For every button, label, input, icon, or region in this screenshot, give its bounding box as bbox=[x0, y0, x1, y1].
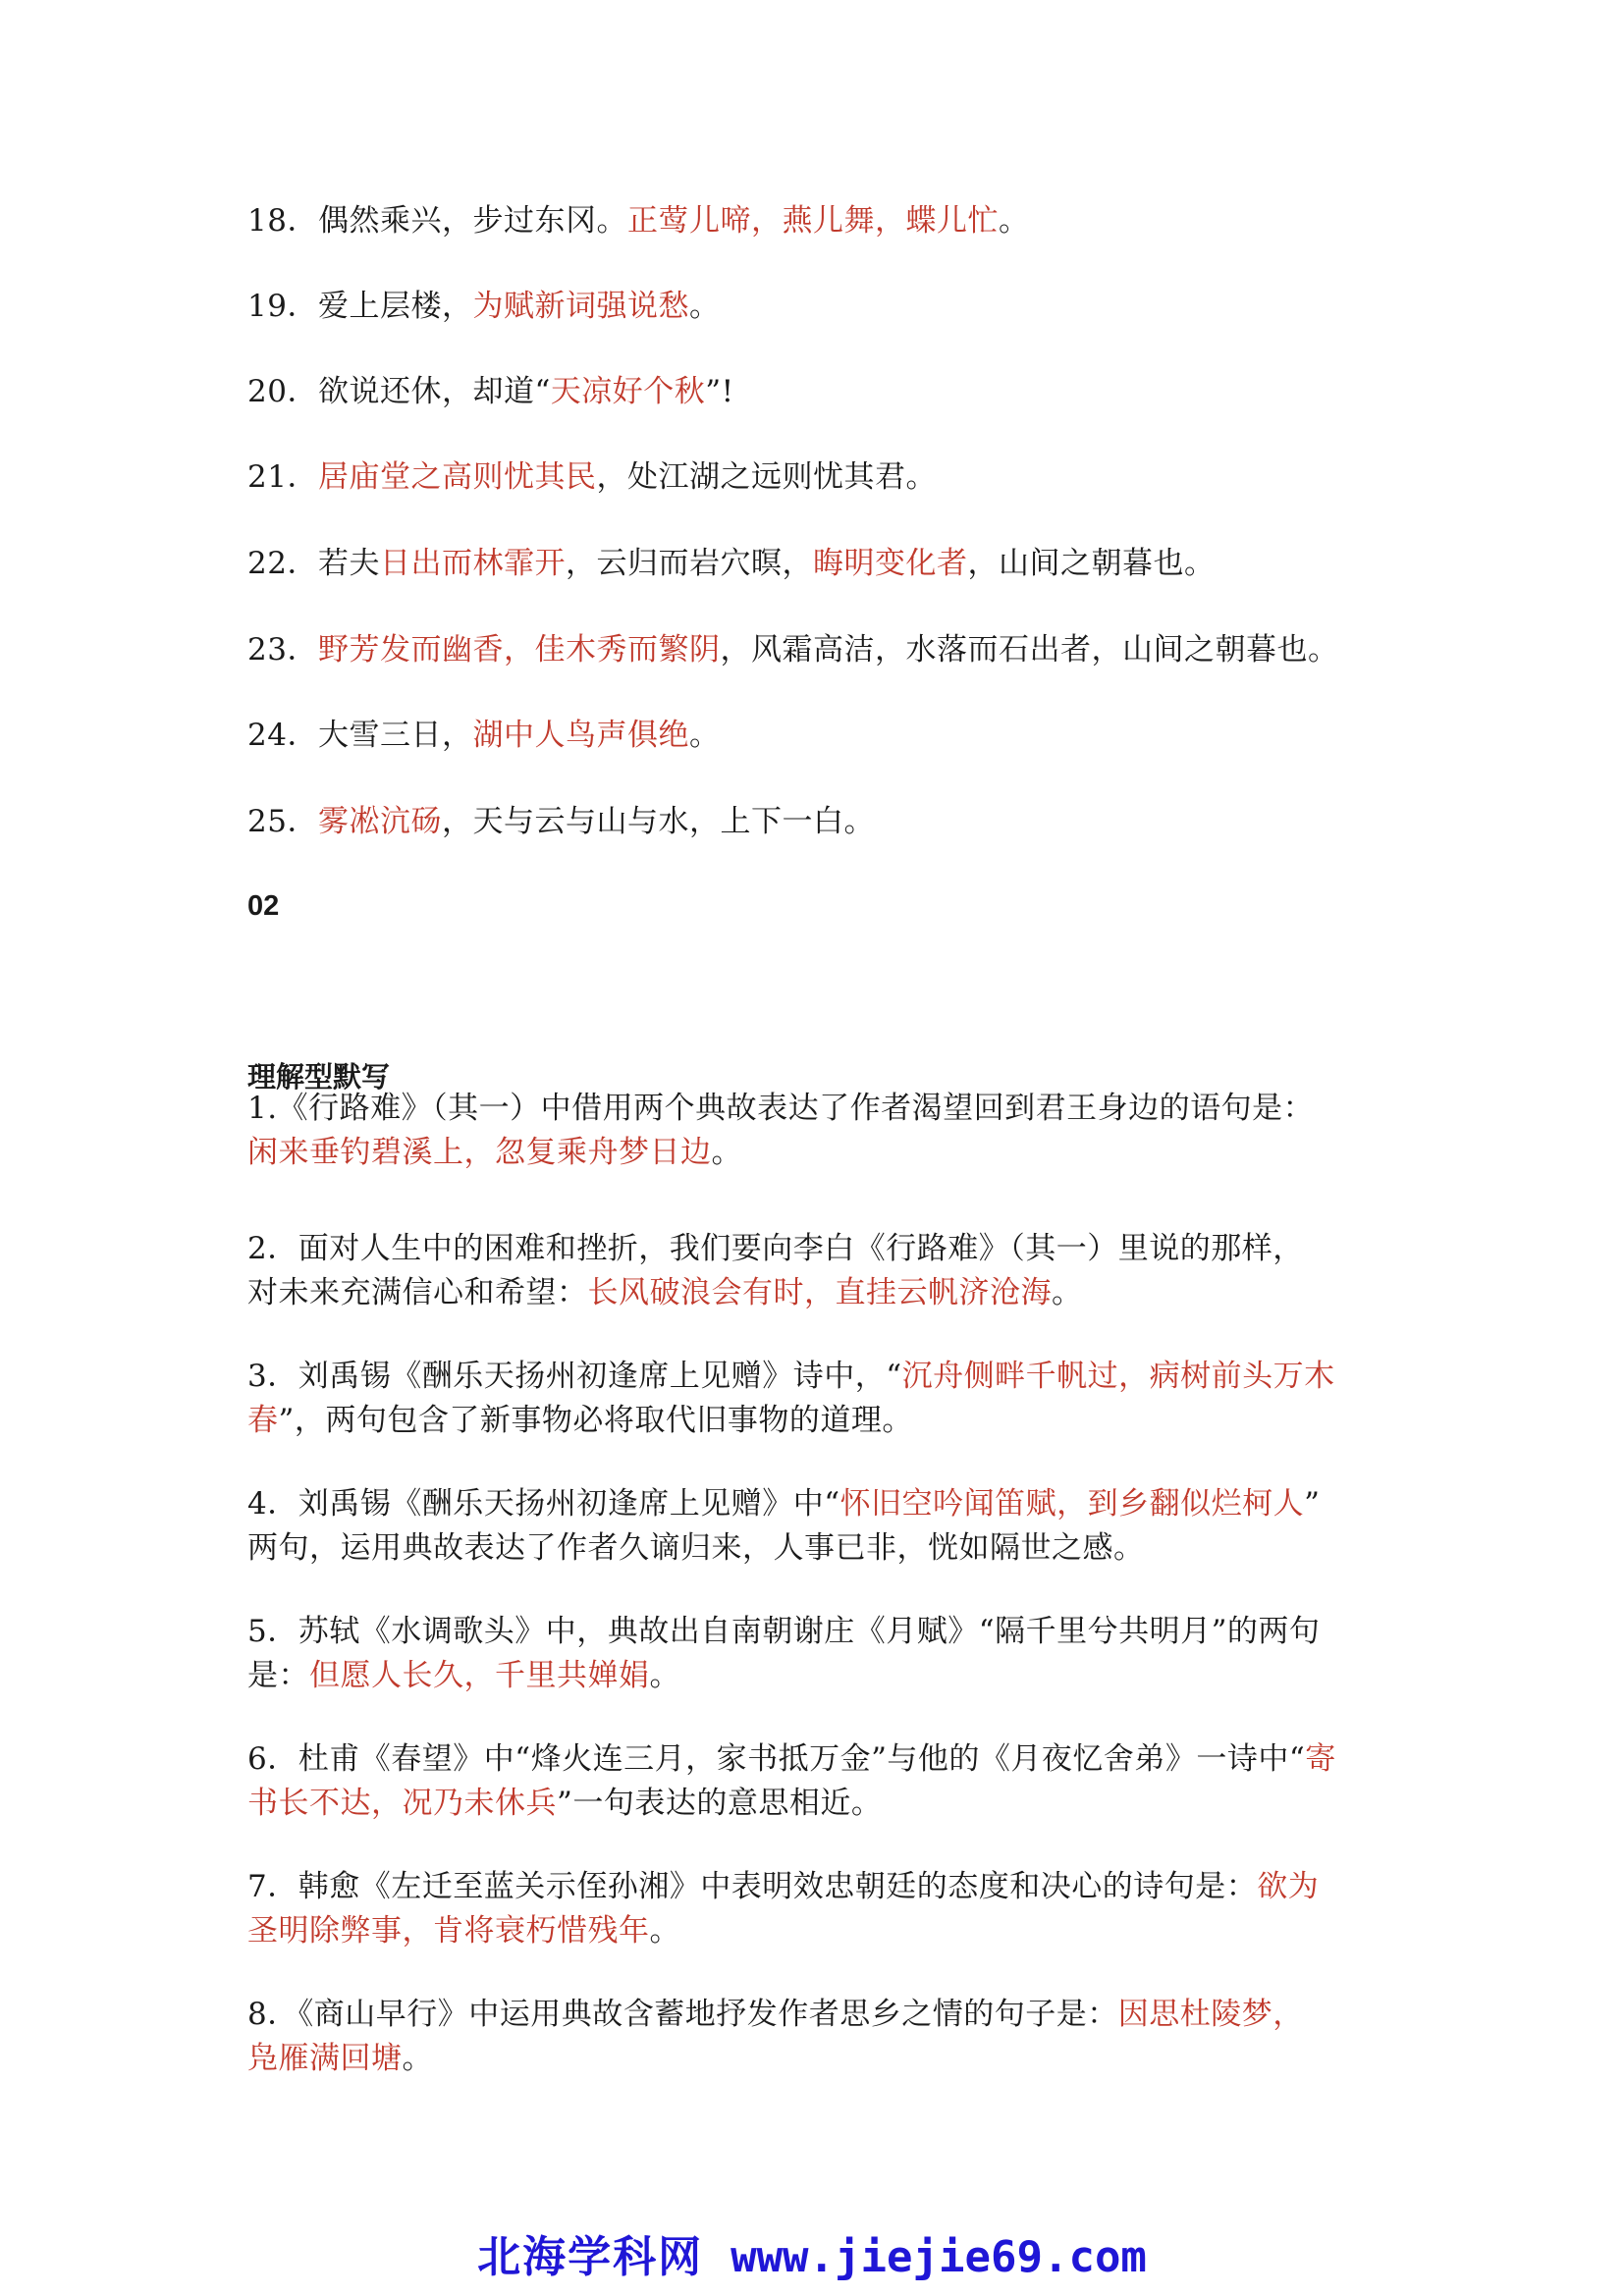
answer-text: 日出而林霏开 bbox=[379, 546, 566, 581]
prompt-text: ，处江湖之远则忧其君。 bbox=[596, 459, 937, 495]
answer-text: 雾凇沆砀 bbox=[317, 804, 442, 839]
fill-in-item bbox=[247, 370, 734, 413]
prompt-text: 6．杜甫《春望》中“烽火连三月，家书抵万金”与他的《月夜忆舍弟》一诗中“ bbox=[247, 1741, 1306, 1777]
fill-in-item bbox=[247, 285, 720, 328]
answer-text: 正莺儿啼，燕儿舞，蝶儿忙 bbox=[626, 203, 999, 239]
fill-in-item bbox=[247, 714, 720, 757]
prompt-text: 20．欲说还休，却道“ bbox=[247, 374, 551, 409]
prompt-text: 23． bbox=[247, 632, 318, 667]
answer-text: 春 bbox=[247, 1403, 279, 1438]
prompt-text: ，天与云与山与水，上下一白。 bbox=[441, 804, 875, 839]
fill-in-item bbox=[247, 455, 937, 499]
prompt-text: 。 bbox=[711, 1135, 742, 1170]
prompt-text: 25． bbox=[247, 804, 318, 839]
answer-text: 湖中人鸟声俱绝 bbox=[472, 718, 689, 753]
prompt-text: 是： bbox=[247, 1658, 309, 1693]
prompt-text: 22．若夫 bbox=[247, 546, 380, 581]
prompt-text: 。 bbox=[688, 718, 721, 753]
prompt-text: 。 bbox=[649, 1658, 680, 1693]
fill-in-item bbox=[247, 800, 875, 843]
fill-in-item bbox=[247, 199, 1029, 242]
question-line bbox=[247, 1399, 913, 1442]
question-line bbox=[247, 1482, 1320, 1525]
section-title: 理解型默写 bbox=[247, 1062, 391, 1094]
answer-text: 圣明除弊事，肯将衰朽惜残年 bbox=[247, 1913, 650, 1949]
question-line bbox=[247, 1865, 1319, 1908]
answer-text: 晦明变化者 bbox=[812, 546, 968, 581]
prompt-text: 。 bbox=[1052, 1275, 1083, 1310]
footer-watermark bbox=[0, 2230, 1624, 2285]
question-line bbox=[247, 1526, 1145, 1570]
answer-text: 但愿人长久，千里共婵娟 bbox=[309, 1658, 650, 1693]
prompt-text: 21． bbox=[247, 459, 318, 495]
answer-text: 闲来垂钓碧溪上，忽复乘舟梦日边 bbox=[247, 1135, 712, 1170]
prompt-text: ”一句表达的意思相近。 bbox=[557, 1786, 883, 1821]
site-url: www.jiejie69.com bbox=[731, 2232, 1147, 2282]
prompt-text: ” bbox=[1304, 1486, 1321, 1522]
prompt-text: 。 bbox=[688, 289, 721, 324]
answer-text: 因思杜陵梦， bbox=[1117, 1997, 1304, 2032]
section-number: 02 bbox=[247, 890, 280, 922]
prompt-text: ，山间之朝暮也。 bbox=[967, 546, 1216, 581]
prompt-text: 3．刘禹锡《酬乐天扬州初逢席上见赠》诗中，“ bbox=[247, 1359, 902, 1394]
question-line bbox=[247, 1993, 1304, 2036]
question-line bbox=[247, 1782, 882, 1825]
prompt-text: ”! bbox=[705, 374, 734, 409]
prompt-text: 5．苏轼《水调歌头》中，典故出自南朝谢庄《月赋》“隔千里兮共明月”的两句 bbox=[247, 1614, 1321, 1649]
answer-text: 为赋新词强说愁 bbox=[472, 289, 689, 324]
prompt-text: 24．大雪三日， bbox=[247, 718, 473, 753]
question-line bbox=[247, 1355, 1335, 1398]
question-line bbox=[247, 1610, 1320, 1653]
answer-text: 野芳发而幽香，佳木秀而繁阴 bbox=[317, 632, 721, 667]
fill-in-item bbox=[247, 542, 1215, 585]
question-line bbox=[247, 1271, 1083, 1314]
prompt-text: 7．韩愈《左迁至蓝关示侄孙湘》中表明效忠朝廷的态度和决心的诗句是： bbox=[247, 1869, 1258, 1904]
site-name: 北海学科网 bbox=[477, 2232, 704, 2282]
question-line bbox=[247, 1737, 1336, 1781]
prompt-text: 对未来充满信心和希望： bbox=[247, 1275, 588, 1310]
question-line bbox=[247, 1654, 680, 1697]
prompt-text: 2．面对人生中的困难和挫折，我们要向李白《行路难》（其一）里说的那样， bbox=[247, 1231, 1304, 1266]
answer-text: 居庙堂之高则忧其民 bbox=[317, 459, 597, 495]
answer-text: 寄 bbox=[1305, 1741, 1336, 1777]
answer-text: 欲为 bbox=[1257, 1869, 1320, 1904]
question-line bbox=[247, 1227, 1304, 1270]
prompt-text: ，云归而岩穴暝， bbox=[565, 546, 813, 581]
prompt-text: 4．刘禹锡《酬乐天扬州初逢席上见赠》中“ bbox=[247, 1486, 840, 1522]
prompt-text: ，风霜高洁，水落而石出者，山间之朝暮也。 bbox=[720, 632, 1339, 667]
prompt-text: 18．偶然乘兴，步过东冈。 bbox=[247, 203, 627, 239]
prompt-text: 1.《行路难》（其一）中借用两个典故表达了作者渴望回到君王身边的语句是： bbox=[247, 1091, 1315, 1126]
prompt-text: 8．《商山早行》中运用典故含蓄地抒发作者思乡之情的句子是： bbox=[247, 1997, 1118, 2032]
answer-text: 长风破浪会有时，直挂云帆济沧海 bbox=[587, 1275, 1052, 1310]
question-line bbox=[247, 1909, 680, 1952]
prompt-text: 。 bbox=[402, 2041, 433, 2076]
question-line bbox=[247, 1131, 742, 1174]
prompt-text: 。 bbox=[649, 1913, 680, 1949]
answer-text: 沉舟侧畔千帆过，病树前头万木 bbox=[901, 1359, 1335, 1394]
answer-text: 书长不达，况乃未休兵 bbox=[247, 1786, 557, 1821]
answer-text: 凫雁满回塘 bbox=[247, 2041, 403, 2076]
question-line bbox=[247, 1087, 1314, 1130]
question-line bbox=[247, 2037, 433, 2080]
prompt-text: 。 bbox=[998, 203, 1030, 239]
answer-text: 天凉好个秋 bbox=[550, 374, 706, 409]
prompt-text: ”，两句包含了新事物必将取代旧事物的道理。 bbox=[278, 1403, 913, 1438]
fill-in-item bbox=[247, 628, 1338, 671]
prompt-text: 两句，运用典故表达了作者久谪归来，人事已非，恍如隔世之感。 bbox=[247, 1530, 1145, 1566]
answer-text: 怀旧空吟闻笛赋，到乡翻似烂柯人 bbox=[839, 1486, 1305, 1522]
prompt-text: 19．爱上层楼， bbox=[247, 289, 473, 324]
